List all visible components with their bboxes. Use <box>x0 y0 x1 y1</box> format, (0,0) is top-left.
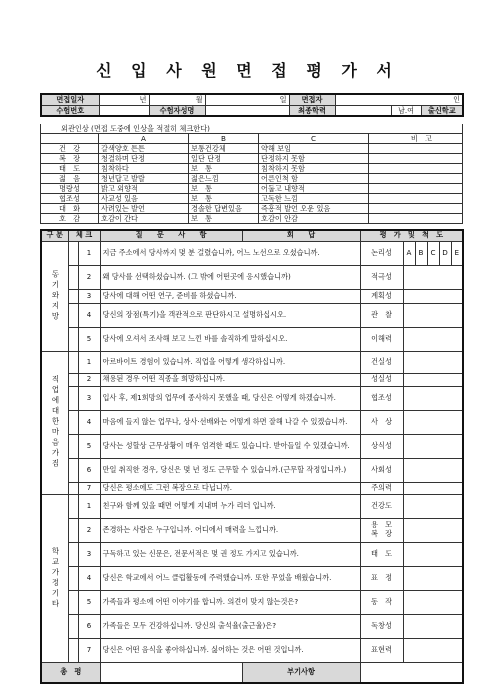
appearance-row <box>41 144 463 154</box>
question-number: 1 <box>78 494 100 518</box>
check-box[interactable] <box>68 458 78 482</box>
day-field[interactable]: 일 <box>205 94 289 105</box>
question-row <box>41 351 463 373</box>
question-text: 당사에 대해 어떤 연구, 준비를 하셨습니까. <box>100 289 360 303</box>
question-row <box>41 614 463 638</box>
option-c[interactable]: 약해 보임 <box>259 144 369 154</box>
check-box[interactable] <box>68 566 78 590</box>
option-a[interactable]: 사교성 있음 <box>99 194 189 204</box>
question-text: 마음에 들지 않는 업무나, 상사·선배와는 어떻게 하면 잘해 나갈 수 있겠습니까. <box>100 410 360 434</box>
appearance-row <box>41 204 463 214</box>
col-b-head: B <box>189 134 259 144</box>
question-number: 5 <box>78 434 100 458</box>
option-a[interactable]: 밝고 외향적 <box>99 184 189 194</box>
rating-head: 평 가 및 척 도 <box>360 230 463 241</box>
question-row <box>41 241 463 265</box>
question-number: 3 <box>78 386 100 410</box>
eval-area: 독창성 <box>360 614 403 638</box>
option-c[interactable]: 어른인척 함 <box>259 174 369 184</box>
note-field[interactable] <box>360 662 463 683</box>
option-b[interactable]: 보 통 <box>189 184 259 194</box>
question-text: 친구와 함께 있을 때면 어떻게 지내며 누가 리더 입니까. <box>100 494 360 518</box>
check-box[interactable] <box>68 638 78 662</box>
answer-head: 회 답 <box>242 230 360 241</box>
check-box[interactable] <box>68 351 78 373</box>
appearance-row <box>41 164 463 174</box>
option-c[interactable]: 호감이 안감 <box>259 214 369 224</box>
question-head: 질 문 사 항 <box>100 230 242 241</box>
seal-mark: 인 <box>453 95 461 105</box>
option-b[interactable]: 보통건강체 <box>189 144 259 154</box>
option-a[interactable]: 호감이 간다 <box>99 214 189 224</box>
question-row <box>41 410 463 434</box>
appearance-row <box>41 184 463 194</box>
grade-d[interactable]: D <box>439 241 451 265</box>
check-box[interactable] <box>68 265 78 289</box>
appearance-item: 명랑성 <box>41 184 99 194</box>
grade-c[interactable]: C <box>427 241 439 265</box>
appearance-item: 호 감 <box>41 214 99 224</box>
appearance-blank-head <box>41 134 99 144</box>
question-number: 3 <box>78 542 100 566</box>
rating-cell[interactable] <box>403 614 463 638</box>
exam-no-label: 수험번호 <box>41 105 99 116</box>
document-title: 신 입 사 원 면 접 평 가 서 <box>96 61 399 80</box>
question-row <box>41 542 463 566</box>
rating-cell[interactable] <box>403 386 463 410</box>
question-number: 7 <box>78 638 100 662</box>
group-attitude: 직업에대한마음가짐 <box>41 351 68 494</box>
interviewer-field[interactable] <box>335 94 463 105</box>
note-label: 부기사항 <box>242 662 360 683</box>
option-b[interactable]: 보 통 <box>189 164 259 174</box>
rating-cell[interactable] <box>403 590 463 614</box>
question-text: 가족들은 모두 건강하십니까. 당신의 출석율(출근율)은? <box>100 614 360 638</box>
appearance-title: 외관인상 (면접 도중에 인상을 적절히 체크한다) <box>41 124 463 134</box>
rating-cell[interactable] <box>403 542 463 566</box>
rating-cell[interactable] <box>403 303 463 327</box>
question-number: 3 <box>78 289 100 303</box>
check-box[interactable] <box>68 590 78 614</box>
rating-cell[interactable] <box>403 289 463 303</box>
rating-cell[interactable] <box>403 494 463 518</box>
question-row <box>41 327 463 351</box>
appearance-item: 태 도 <box>41 164 99 174</box>
note-cell[interactable] <box>369 164 463 174</box>
check-head: 체 크 <box>68 230 100 241</box>
appearance-row <box>41 154 463 164</box>
total-field[interactable] <box>100 662 242 683</box>
question-number: 6 <box>78 614 100 638</box>
question-number: 4 <box>78 566 100 590</box>
category-head: 구 분 <box>41 230 68 241</box>
question-number: 5 <box>78 327 100 351</box>
question-row <box>41 518 463 542</box>
eval-area: 사 상 <box>360 410 403 434</box>
question-number: 1 <box>78 351 100 373</box>
option-c[interactable]: 단정하지 못함 <box>259 154 369 164</box>
grade-a[interactable]: A <box>403 241 415 265</box>
grade-e[interactable]: E <box>451 241 463 265</box>
eval-area: 태 도 <box>360 542 403 566</box>
appearance-row <box>41 214 463 224</box>
check-box[interactable] <box>68 494 78 518</box>
question-text: 당사는 성할상 근무상황이 매우 엄격한 때도 있습니다. 받아들일 수 있겠습니까. <box>100 434 360 458</box>
appearance-row <box>41 174 463 184</box>
school-label: 출신학교 <box>421 105 463 116</box>
check-box[interactable] <box>68 614 78 638</box>
note-cell[interactable] <box>369 214 463 224</box>
rating-cell[interactable] <box>403 518 463 542</box>
check-box[interactable] <box>68 434 78 458</box>
note-head: 비 고 <box>369 134 463 144</box>
appearance-item: 대 화 <box>41 204 99 214</box>
rating-cell[interactable] <box>403 373 463 386</box>
rating-cell[interactable] <box>403 327 463 351</box>
appearance-item: 젊 음 <box>41 174 99 184</box>
col-c-head: C <box>259 134 369 144</box>
check-box[interactable] <box>68 518 78 542</box>
exam-name-field[interactable] <box>205 105 289 116</box>
check-box[interactable] <box>68 327 78 351</box>
question-number: 5 <box>78 590 100 614</box>
option-b[interactable]: 경솔한 답변있음 <box>189 204 259 214</box>
education-field[interactable] <box>335 105 391 116</box>
question-text: 존경하는 사람은 누구입니까. 어디에서 매력을 느낍니까. <box>100 518 360 542</box>
question-row <box>41 458 463 482</box>
rating-cell[interactable] <box>403 351 463 373</box>
note-cell[interactable] <box>369 194 463 204</box>
eval-area: 적극성 <box>360 265 403 289</box>
option-a[interactable]: 사려있는 발언 <box>99 204 189 214</box>
option-a[interactable]: 갈색양호 튼튼 <box>99 144 189 154</box>
eval-area: 계획성 <box>360 289 403 303</box>
appearance-item: 복 장 <box>41 154 99 164</box>
eval-area: 건강도 <box>360 494 403 518</box>
eval-area: 성실성 <box>360 373 403 386</box>
option-c[interactable]: 어둡고 내향적 <box>259 184 369 194</box>
question-text: 채용된 경우 어떤 직종을 희망하십니까. <box>100 373 360 386</box>
rating-cell[interactable] <box>403 482 463 494</box>
option-a[interactable]: 청결하며 단정 <box>99 154 189 164</box>
col-a-head: A <box>99 134 189 144</box>
check-box[interactable] <box>68 289 78 303</box>
question-row <box>41 482 463 494</box>
question-number: 2 <box>78 518 100 542</box>
question-row <box>41 494 463 518</box>
question-row <box>41 303 463 327</box>
question-row <box>41 566 463 590</box>
note-cell[interactable] <box>369 184 463 194</box>
eval-area: 동 작 <box>360 590 403 614</box>
question-number: 6 <box>78 458 100 482</box>
appearance-table <box>40 124 463 224</box>
appearance-row <box>41 194 463 204</box>
check-box[interactable] <box>68 241 78 265</box>
rating-cell[interactable] <box>403 434 463 458</box>
exam-name-label: 수험자성명 <box>149 105 205 116</box>
question-row <box>41 373 463 386</box>
group-motivation: 동기와지망 <box>41 241 68 351</box>
option-a[interactable]: 청년답고 발랄 <box>99 174 189 184</box>
eval-area: 표현력 <box>360 638 403 662</box>
eval-area: 사회성 <box>360 458 403 482</box>
grade-b[interactable]: B <box>415 241 427 265</box>
eval-area: 협조성 <box>360 386 403 410</box>
option-b[interactable]: 젊은느낌 <box>189 174 259 184</box>
question-row <box>41 265 463 289</box>
question-row <box>41 386 463 410</box>
question-row <box>41 590 463 614</box>
interview-date-label: 면접일자 <box>41 94 99 105</box>
check-box[interactable] <box>68 482 78 494</box>
check-box[interactable] <box>68 542 78 566</box>
question-row <box>41 638 463 662</box>
option-b[interactable]: 보 통 <box>189 214 259 224</box>
option-c[interactable]: 침착하지 못함 <box>259 164 369 174</box>
question-text: 구독하고 있는 신문은, 전문서적은 몇 권 정도 가지고 있습니까. <box>100 542 360 566</box>
rating-cell[interactable] <box>403 410 463 434</box>
eval-area: 표 정 <box>360 566 403 590</box>
question-text: 당신의 장점(특기)을 객관적으로 판단하시고 설명하십시오. <box>100 303 360 327</box>
question-text: 당신은 평소에도 그런 복장으로 다닙니까. <box>100 482 360 494</box>
question-row <box>41 434 463 458</box>
question-text: 아르바이트 경험이 있습니까. 직업을 어떻게 생각하십니까. <box>100 351 360 373</box>
interviewer-label: 면접자 <box>289 94 335 105</box>
question-number: 4 <box>78 303 100 327</box>
question-text: 지금 주소에서 당사까지 몇 분 걸렸습니까, 어느 노선으로 오셨습니까. <box>100 241 360 265</box>
eval-area: 건실성 <box>360 351 403 373</box>
note-cell[interactable] <box>369 174 463 184</box>
rating-cell[interactable] <box>403 566 463 590</box>
question-number: 2 <box>78 373 100 386</box>
question-text: 가족들과 평소에 어떤 이야기를 합니까. 의견이 맞지 않는것은? <box>100 590 360 614</box>
option-a[interactable]: 침착하다 <box>99 164 189 174</box>
question-text: 만일 취직한 경우, 당신은 몇 년 정도 근무할 수 있습니까.(근무할 작정입니까.) <box>100 458 360 482</box>
check-box[interactable] <box>68 386 78 410</box>
question-number: 7 <box>78 482 100 494</box>
rating-cell[interactable] <box>403 638 463 662</box>
question-row <box>41 289 463 303</box>
rating-cell[interactable] <box>403 265 463 289</box>
question-text: 당사에 오셔서 조사해 보고 느낀 바를 솔직하게 말하십시오. <box>100 327 360 351</box>
question-number: 4 <box>78 410 100 434</box>
gender-field[interactable]: 남.여 <box>391 105 421 116</box>
month-field[interactable]: 월 <box>149 94 205 105</box>
eval-area: 논리성 <box>360 241 403 265</box>
question-number: 2 <box>78 265 100 289</box>
question-number: 1 <box>78 241 100 265</box>
year-field[interactable]: 년 <box>99 94 149 105</box>
eval-area: 상식성 <box>360 434 403 458</box>
rating-cell[interactable] <box>403 458 463 482</box>
note-cell[interactable] <box>369 144 463 154</box>
note-cell[interactable] <box>369 204 463 214</box>
eval-area: 관 찰 <box>360 303 403 327</box>
option-c[interactable]: 고독한 느낌 <box>259 194 369 204</box>
education-label: 최종학력 <box>289 105 335 116</box>
eval-area: 이해력 <box>360 327 403 351</box>
check-box[interactable] <box>68 373 78 386</box>
eval-area: 주의력 <box>360 482 403 494</box>
eval-area: 용 모 복 장 <box>360 518 403 542</box>
appearance-item: 건 강 <box>41 144 99 154</box>
option-b[interactable]: 보 통 <box>189 194 259 204</box>
total-label: 총 평 <box>41 662 100 683</box>
check-box[interactable] <box>68 303 78 327</box>
check-box[interactable] <box>68 410 78 434</box>
appearance-item: 협조성 <box>41 194 99 204</box>
question-text: 당신은 학교에서 어느 클럽활동에 주력했습니까. 또한 무었을 배웠습니까. <box>100 566 360 590</box>
header-table <box>40 93 464 117</box>
option-c[interactable]: 즉흥적 발언 오운 있음 <box>259 204 369 214</box>
question-text: 왜 당사를 선택하셨습니까. (그 밖에 어떤곳에 응시했습니까) <box>100 265 360 289</box>
option-b[interactable]: 일단 단정 <box>189 154 259 164</box>
note-cell[interactable] <box>369 154 463 164</box>
group-school-family: 학교가정기타 <box>41 494 68 662</box>
question-text: 당신은 어떤 음식을 좋아하십니까. 싫어하는 것은 어떤 것입니까. <box>100 638 360 662</box>
exam-no-field[interactable] <box>99 105 149 116</box>
question-text: 입사 후, 제1희망의 업무에 종사하지 못했을 때, 당신은 어떻게 하겠습니까. <box>100 386 360 410</box>
evaluation-table <box>40 229 464 684</box>
